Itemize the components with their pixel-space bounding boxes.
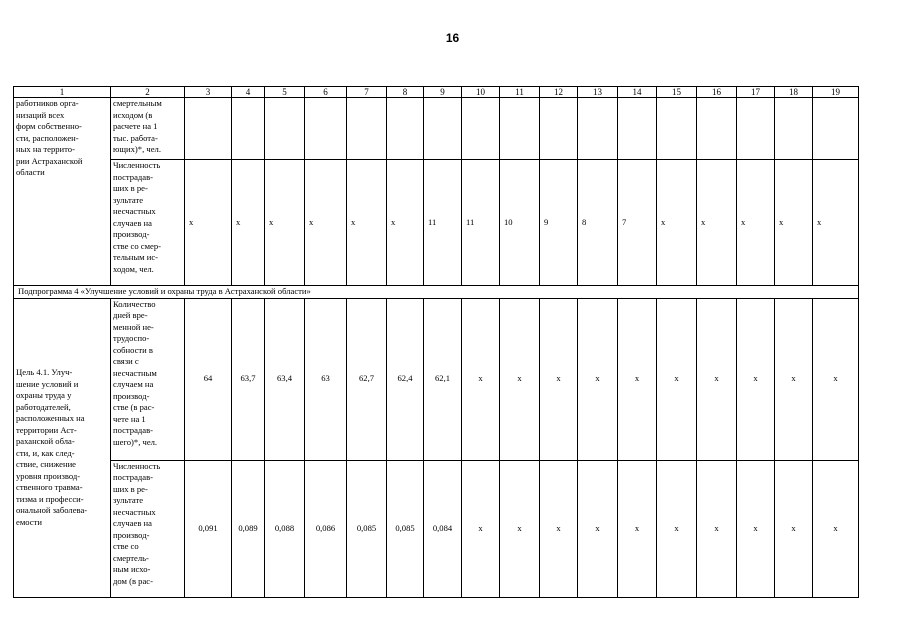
value-cell: x — [305, 160, 347, 286]
value-cell: x — [387, 160, 424, 286]
value-cell: 9 — [540, 160, 578, 286]
value-cell: 64 — [185, 298, 232, 460]
indicator-name-cell — [111, 460, 185, 597]
value-cell: x — [657, 460, 697, 597]
indicator-name-cell — [111, 298, 185, 460]
value-cell: x — [500, 460, 540, 597]
header-cell: 3 — [185, 87, 232, 98]
header-cell: 5 — [265, 87, 305, 98]
header-cell: 12 — [540, 87, 578, 98]
value-cell: 0,085 — [387, 460, 424, 597]
header-row — [14, 87, 859, 98]
indicator-name-text: Количество дней вре- менной не- трудоспо- собности в связи с несчастным случаем на производ- стве (в рас- чете на 1 пострадав- шего)*, чел. — [113, 298, 158, 447]
value-cell: x — [697, 460, 737, 597]
indicator-name-text: смертельным исходом (в расчете на 1 тыс. работа- ющих)*, чел. — [113, 98, 162, 154]
value-cell: x — [618, 460, 657, 597]
value-cell: 7 — [618, 160, 657, 286]
header-cell: 7 — [347, 87, 387, 98]
header-cell: 14 — [618, 87, 657, 98]
value-cell: x — [347, 160, 387, 286]
value-cell: 62,1 — [424, 298, 462, 460]
value-cell: 8 — [578, 160, 618, 286]
value-cell: 0,085 — [347, 460, 387, 597]
header-cell: 4 — [232, 87, 265, 98]
goal-cell — [14, 298, 111, 597]
indicator-name-text: Численность пострадав- ших в ре- зультате несчастных случаев на производ- стве со смер- тельным ис- ходом, чел. — [113, 160, 162, 274]
value-cell: x — [813, 298, 859, 460]
header-cell: 10 — [462, 87, 500, 98]
indicator-group-text: работников орга- низаций всех форм собственно- сти, расположен- ных на террито- рии Астраханской области — [16, 98, 83, 177]
table-row — [14, 298, 859, 460]
value-cell: x — [657, 160, 697, 286]
page-number: 16 — [445, 31, 460, 45]
header-cell: 8 — [387, 87, 424, 98]
value-cell: 0,084 — [424, 460, 462, 597]
value-cell: x — [813, 160, 859, 286]
value-cell: x — [185, 160, 232, 286]
value-cell: 10 — [500, 160, 540, 286]
subprogram-title: Подпрограмма 4 «Улучшение условий и охраны труда в Астраханской области» — [14, 286, 859, 299]
value-cell: 63 — [305, 298, 347, 460]
value-cell: x — [578, 460, 618, 597]
header-cell: 9 — [424, 87, 462, 98]
value-cell: x — [232, 160, 265, 286]
header-cell: 17 — [737, 87, 775, 98]
table-row — [14, 160, 859, 286]
value-cell: 0,089 — [232, 460, 265, 597]
header-cell: 6 — [305, 87, 347, 98]
indicator-name-cell — [111, 160, 185, 286]
header-cell: 15 — [657, 87, 697, 98]
value-cell: x — [775, 460, 813, 597]
value-cell: x — [618, 298, 657, 460]
value-cell: 63,7 — [232, 298, 265, 460]
goal-text: Цель 4.1. Улуч- шение условий и охраны труда у работодателей, расположенных на территории Аст- раханской обла- сти, и, как след- ствие, снижение уровня производ- ственного травма- тизма и професси- ональной заболева- емости — [16, 367, 88, 527]
value-cell: 11 — [462, 160, 500, 286]
value-cell: x — [540, 460, 578, 597]
value-cell: x — [775, 160, 813, 286]
value-cell: 63,4 — [265, 298, 305, 460]
value-cell: x — [578, 298, 618, 460]
value-cell: x — [737, 460, 775, 597]
header-cell: 1 — [14, 87, 111, 98]
value-cell: x — [462, 298, 500, 460]
value-cell: x — [697, 298, 737, 460]
value-cell: 0,086 — [305, 460, 347, 597]
value-cell: x — [462, 460, 500, 597]
value-cell: x — [657, 298, 697, 460]
value-cell: x — [775, 298, 813, 460]
header-cell: 18 — [775, 87, 813, 98]
value-cell: x — [813, 460, 859, 597]
value-cell: 0,091 — [185, 460, 232, 597]
header-cell: 19 — [813, 87, 859, 98]
header-cell: 16 — [697, 87, 737, 98]
indicator-name-cell — [111, 98, 185, 160]
subprogram-row — [14, 286, 859, 299]
value-cell: x — [697, 160, 737, 286]
table-row — [14, 460, 859, 597]
value-cell: x — [540, 298, 578, 460]
value-cell: 0,088 — [265, 460, 305, 597]
indicators-table — [13, 86, 859, 598]
value-cell: x — [500, 298, 540, 460]
value-cell: x — [265, 160, 305, 286]
value-cell: x — [737, 160, 775, 286]
header-cell: 11 — [500, 87, 540, 98]
value-cell: 62,7 — [347, 298, 387, 460]
value-cell: x — [737, 298, 775, 460]
value-cell: 62,4 — [387, 298, 424, 460]
indicator-name-text: Численность пострадав- ших в ре- зультате несчастных случаев на производ- стве со смертель- ным исхо- дом (в рас- — [113, 460, 161, 586]
indicator-group-cell — [14, 98, 111, 286]
table-row — [14, 98, 859, 160]
value-cell: 11 — [424, 160, 462, 286]
header-cell: 2 — [111, 87, 185, 98]
header-cell: 13 — [578, 87, 618, 98]
